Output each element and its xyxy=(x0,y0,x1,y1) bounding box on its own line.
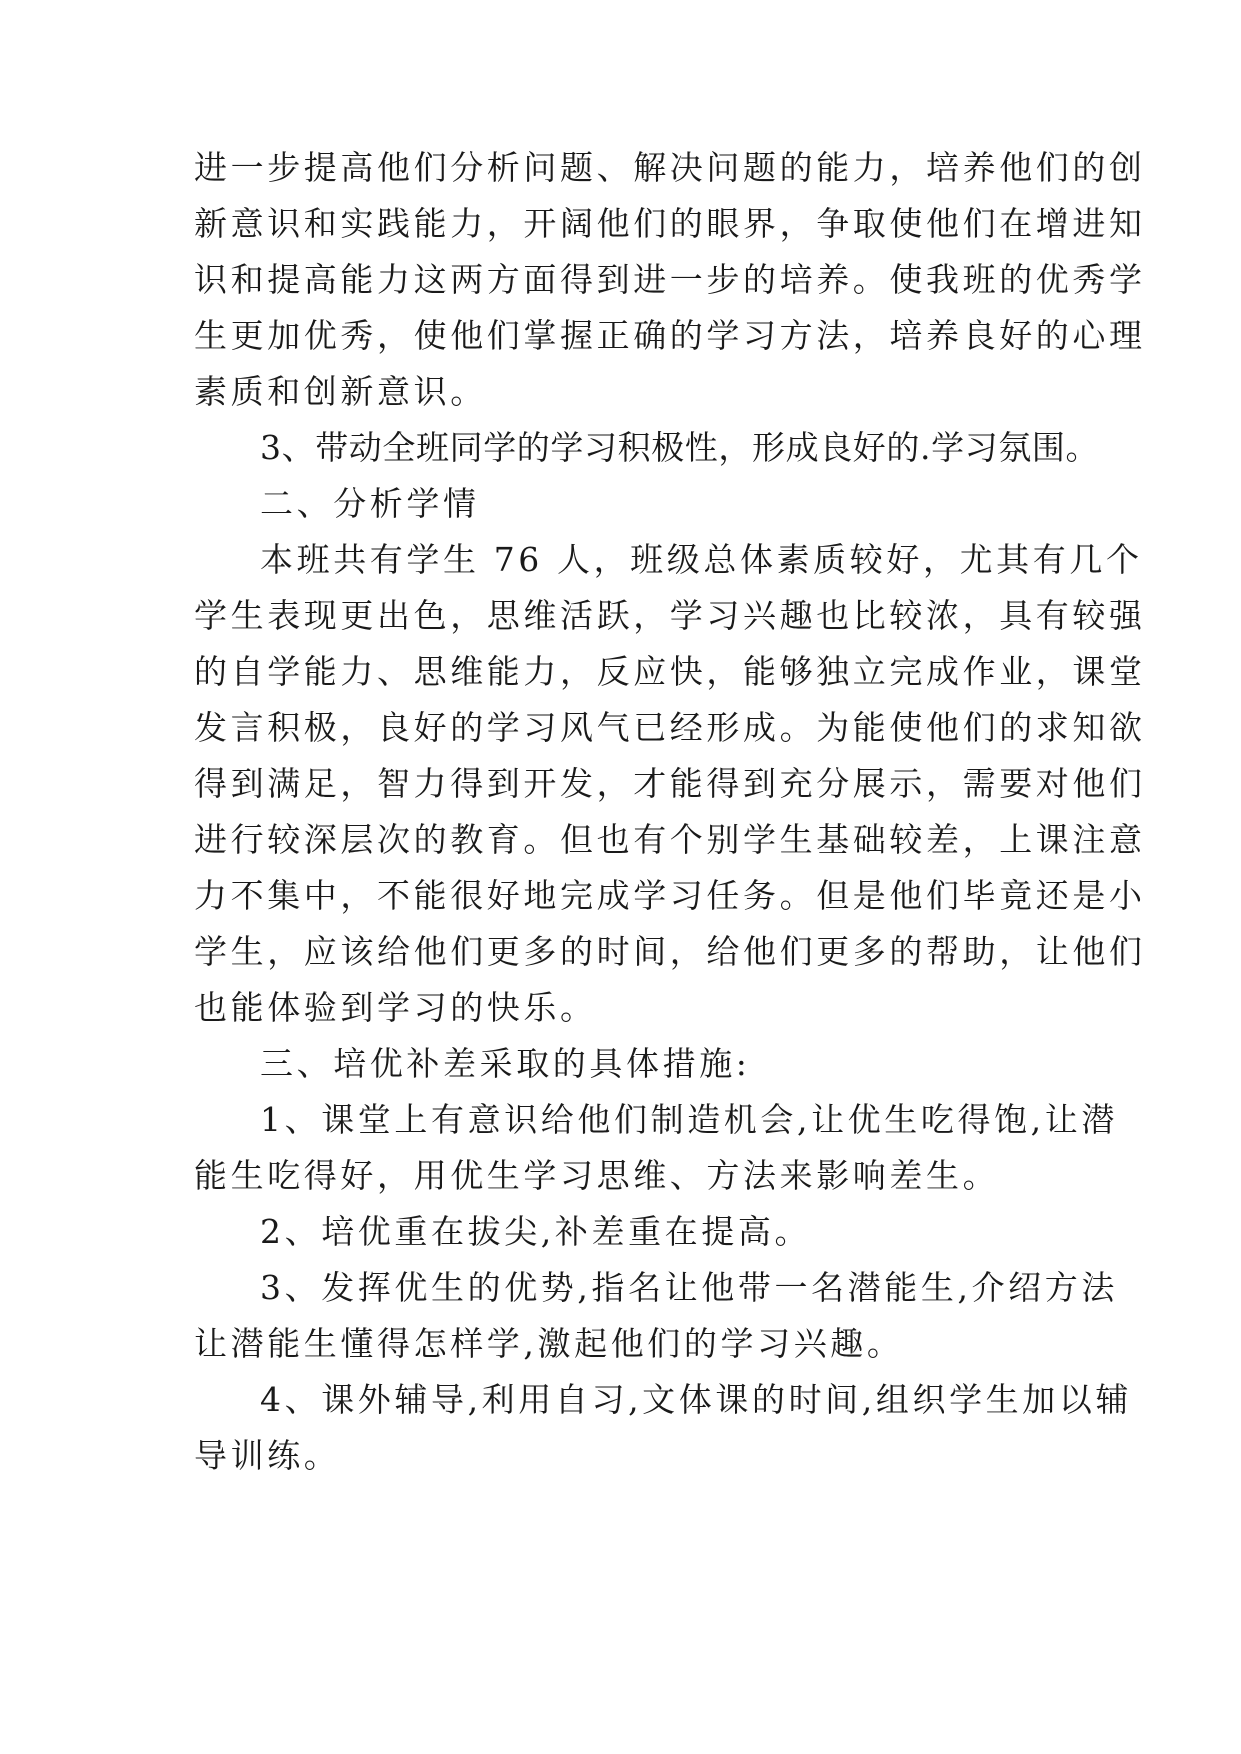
text-line: 4、课外辅导,利用自习,文体课的时间,组织学生加以辅 xyxy=(260,1380,1133,1419)
text-line: 导训练。 xyxy=(194,1436,341,1475)
text-line: 也能体验到学习的快乐。 xyxy=(194,988,597,1027)
text-line: 1、课堂上有意识给他们制造机会,让优生吃得饱,让潜 xyxy=(260,1100,1118,1139)
text-line: 能生吃得好，用优生学习思维、方法来影响差生。 xyxy=(194,1156,1000,1195)
text-line: 2、培优重在拔尖,补差重在提高。 xyxy=(260,1212,812,1251)
section-heading: 二、分析学情 xyxy=(260,484,480,523)
text-line: 让潜能生懂得怎样学,激起他们的学习兴趣。 xyxy=(194,1324,904,1363)
text-line: 素质和创新意识。 xyxy=(194,372,487,411)
text-line: 力不集中，不能很好地完成学习任务。但是他们毕竟还是小 xyxy=(194,876,1146,915)
text-line: 3、带动全班同学的学习积极性，形成良好的.学习氛围。 xyxy=(260,428,1100,467)
text-line: 得到满足，智力得到开发，才能得到充分展示，需要对他们 xyxy=(194,764,1146,803)
text-line: 进一步提高他们分析问题、解决问题的能力，培养他们的创 xyxy=(194,148,1146,187)
document-page xyxy=(194,140,1146,1484)
text-line: 本班共有学生 76 人，班级总体素质较好，尤其有几个 xyxy=(260,540,1143,579)
text-line: 的自学能力、思维能力，反应快，能够独立完成作业，课堂 xyxy=(194,652,1146,691)
text-line: 生更加优秀，使他们掌握正确的学习方法，培养良好的心理 xyxy=(194,316,1146,355)
text-line: 学生，应该给他们更多的时间，给他们更多的帮助，让他们 xyxy=(194,932,1146,971)
text-line: 新意识和实践能力，开阔他们的眼界，争取使他们在增进知 xyxy=(194,204,1146,243)
section-heading: 三、培优补差采取的具体措施: xyxy=(260,1044,751,1083)
text-line: 识和提高能力这两方面得到进一步的培养。使我班的优秀学 xyxy=(194,260,1146,299)
text-line: 3、发挥优生的优势,指名让他带一名潜能生,介绍方法 xyxy=(260,1268,1118,1307)
text-line: 发言积极，良好的学习风气已经形成。为能使他们的求知欲 xyxy=(194,708,1146,747)
text-line: 进行较深层次的教育。但也有个别学生基础较差，上课注意 xyxy=(194,820,1146,859)
text-line: 学生表现更出色，思维活跃，学习兴趣也比较浓，具有较强 xyxy=(194,596,1146,635)
